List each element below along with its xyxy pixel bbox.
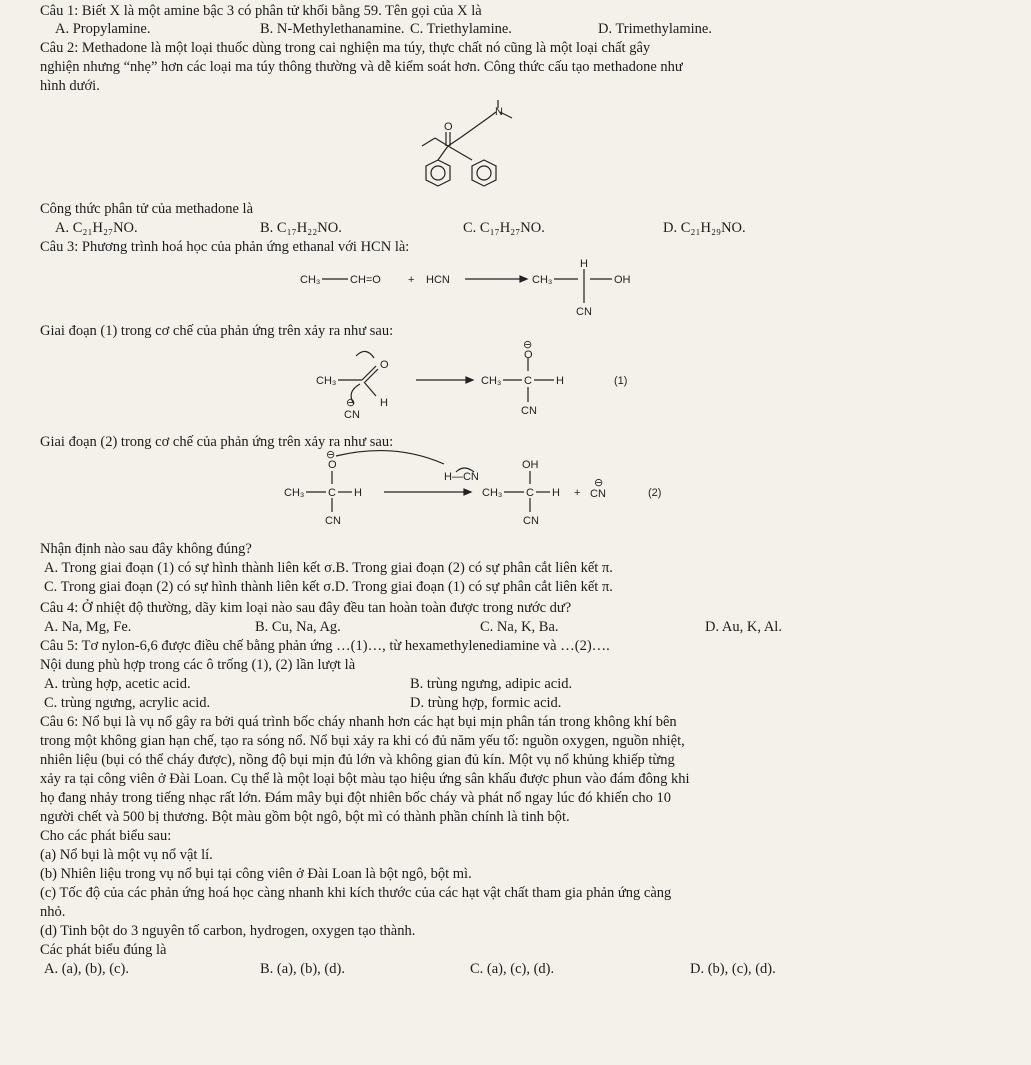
- q3-options-line1[interactable]: A. Trong giai đoạn (1) có sự hình thành liên kết σ.B. Trong giai đoạn (2) có sự phân cắt liên kết π.: [44, 560, 613, 576]
- q6-statement-d: (d) Tinh bột do 3 nguyên tố carbon, hydrogen, oxygen tạo thành.: [40, 923, 416, 939]
- s1-prod-cn: CN: [521, 405, 537, 417]
- s1-prod-ch3: CH₃: [481, 375, 502, 387]
- q3-stage2-mechanism: [284, 450, 674, 530]
- q3-question: Nhận định nào sau đây không đúng?: [40, 541, 252, 557]
- s2-ch3: CH₃: [284, 487, 305, 499]
- q5-option-a[interactable]: A. trùng hợp, acetic acid.: [44, 676, 191, 692]
- q4-option-d[interactable]: D. Au, K, Al.: [705, 619, 782, 635]
- s2-prod-cn: CN: [523, 515, 539, 527]
- q2-stem-line1: Câu 2: Methadone là một loại thuốc dùng trong cai nghiện ma túy, thực chất nó cũng là một loại chất gây: [40, 40, 651, 56]
- q6-line4: xảy ra tại công viên ở Đài Loan. Cụ thể là một loại bột màu tạo hiệu ứng sân khấu được phun vào đám đông khi: [40, 771, 690, 787]
- s2-cn-ion: CN: [590, 488, 606, 500]
- eq-hcn: HCN: [426, 274, 450, 286]
- q5-option-c[interactable]: C. trùng ngưng, acrylic acid.: [44, 695, 211, 711]
- q2-option-c[interactable]: C. C₁₇H₂₇NO.: [463, 220, 545, 236]
- s1-prod-o: O: [524, 349, 533, 361]
- q3-stage1-text: Giai đoạn (1) trong cơ chế của phản ứng trên xảy ra như sau:: [40, 323, 394, 339]
- q6-option-c[interactable]: C. (a), (c), (d).: [470, 961, 555, 977]
- s2-hcn: H—CN: [444, 471, 479, 483]
- q6-line1: Câu 6: Nổ bụi là vụ nổ gây ra bởi quá trình bốc cháy nhanh hơn các hạt bụi mịn phân tán trong không khí bên: [40, 714, 677, 730]
- s1-prod-neg: ⊖: [523, 339, 533, 351]
- q6-line3: nhiên liệu (bụi có thể cháy được), nồng độ bụi mịn đủ lớn và không gian đủ kín. Một vụ nổ khủng khiếp từng: [40, 752, 675, 768]
- q4-stem: Câu 4: Ở nhiệt độ thường, dãy kim loại nào sau đây đều tan hoàn toàn được trong nước dư?: [40, 600, 572, 616]
- q6-line5: họ đang nhảy trong tiếng nhạc rất lớn. Đám mây bụi đột nhiên bốc cháy và phát nổ ngay lúc đó khiến cho 10: [40, 790, 672, 806]
- q4-option-b[interactable]: B. Cu, Na, Ag.: [255, 619, 341, 635]
- q4-option-c[interactable]: C. Na, K, Ba.: [480, 619, 559, 635]
- q6-statement-a: (a) Nổ bụi là một vụ nổ vật lí.: [40, 847, 213, 863]
- q1-option-b[interactable]: B. N-Methylethanamine.: [260, 21, 405, 37]
- s1-label: (1): [614, 375, 628, 387]
- q1-stem: Câu 1: Biết X là một amine bậc 3 có phân tử khối bằng 59. Tên gọi của X là: [40, 3, 482, 19]
- s2-prod-c: C: [526, 487, 534, 499]
- q2-option-a[interactable]: A. C₂₁H₂₇NO.: [55, 220, 138, 236]
- q6-option-a[interactable]: A. (a), (b), (c).: [44, 961, 129, 977]
- eq-prod-ch3: CH₃: [532, 274, 553, 286]
- methadone-structure: [400, 98, 530, 190]
- q6-line6: người chết và 500 bị thương. Bột màu gồm bột ngô, bột mì có thành phần chính là tinh bột.: [40, 809, 570, 825]
- s1-prod-h: H: [556, 375, 564, 387]
- s2-cn: CN: [325, 515, 341, 527]
- carbonyl-o-label: O: [444, 121, 453, 133]
- q6-line2: trong một không gian hạn chế, tạo ra sóng nổ. Nổ bụi xảy ra khi có đủ năm yếu tố: nguồn oxygen, nguồn nhiệt,: [40, 733, 685, 749]
- q6-statement-c-cont: nhỏ.: [40, 904, 66, 920]
- eq-prod-cn: CN: [576, 306, 592, 318]
- q3-stem: Câu 3: Phương trình hoá học của phản ứng ethanal với HCN là:: [40, 239, 410, 255]
- q1-option-c[interactable]: C. Triethylamine.: [410, 21, 512, 37]
- q5-question: Nội dung phù hợp trong các ô trống (1), (2) lần lượt là: [40, 657, 356, 673]
- s1-o: O: [380, 359, 389, 371]
- s2-prod-ch3: CH₃: [482, 487, 503, 499]
- q6-statement-c: (c) Tốc độ của các phản ứng hoá học càng nhanh khi kích thước của các hạt vật chất tham gia phản ứng càng: [40, 885, 672, 901]
- eq-ch3: CH₃: [300, 274, 321, 286]
- q5-option-d[interactable]: D. trùng hợp, formic acid.: [410, 695, 562, 711]
- s2-cn-neg-sign: ⊖: [594, 477, 604, 489]
- q3-options-line2[interactable]: C. Trong giai đoạn (2) có sự hình thành liên kết σ.D. Trong giai đoạn (1) có sự phân cắt liên kết π.: [44, 579, 613, 595]
- s1-neg-reactant: ⊖: [346, 397, 356, 409]
- q2-option-b[interactable]: B. C₁₇H₂₂NO.: [260, 220, 342, 236]
- eq-prod-h: H: [580, 258, 588, 270]
- q2-stem-line3: hình dưới.: [40, 78, 100, 94]
- s2-neg: ⊖: [326, 449, 336, 461]
- s2-prod-oh: OH: [522, 459, 539, 471]
- q1-option-a[interactable]: A. Propylamine.: [55, 21, 151, 37]
- q2-question: Công thức phân tử của methadone là: [40, 201, 254, 217]
- s2-h: H: [354, 487, 362, 499]
- q4-option-a[interactable]: A. Na, Mg, Fe.: [44, 619, 132, 635]
- s2-c: C: [328, 487, 336, 499]
- s1-cn-reactant: CN: [344, 409, 360, 421]
- s1-ch3: CH₃: [316, 375, 337, 387]
- s2-label: (2): [648, 487, 662, 499]
- q6-option-d[interactable]: D. (b), (c), (d).: [690, 961, 776, 977]
- q2-option-d[interactable]: D. C₂₁H₂₉NO.: [663, 220, 746, 236]
- eq-prod-oh: OH: [614, 274, 631, 286]
- q6-statement-b: (b) Nhiên liệu trong vụ nổ bụi tại công viên ở Đài Loan là bột ngô, bột mì.: [40, 866, 472, 882]
- eq-cho: CH=O: [350, 274, 381, 286]
- q3-equation: [300, 255, 720, 323]
- eq-plus: +: [408, 274, 415, 286]
- q5-option-b[interactable]: B. trùng ngưng, adipic acid.: [410, 676, 573, 692]
- s1-h-reactant: H: [380, 397, 388, 409]
- amine-n-label: N: [495, 106, 503, 118]
- q2-stem-line2: nghiện nhưng “nhẹ” hơn các loại ma túy thông thường và dễ kiểm soát hơn. Công thức cấu tạo methadone như: [40, 59, 683, 75]
- s1-prod-c: C: [524, 375, 532, 387]
- s2-plus: +: [574, 487, 581, 499]
- s2-o: O: [328, 459, 337, 471]
- s2-prod-h: H: [552, 487, 560, 499]
- q6-intro: Cho các phát biểu sau:: [40, 828, 172, 844]
- q3-stage1-mechanism: [316, 340, 646, 424]
- q5-stem: Câu 5: Tơ nylon-6,6 được điều chế bằng phản ứng …(1)…, từ hexamethylenediamine và …(2)….: [40, 638, 610, 654]
- q1-option-d[interactable]: D. Trimethylamine.: [598, 21, 712, 37]
- q6-option-b[interactable]: B. (a), (b), (d).: [260, 961, 345, 977]
- q6-question: Các phát biểu đúng là: [40, 942, 167, 958]
- q3-stage2-text: Giai đoạn (2) trong cơ chế của phản ứng trên xảy ra như sau:: [40, 434, 394, 450]
